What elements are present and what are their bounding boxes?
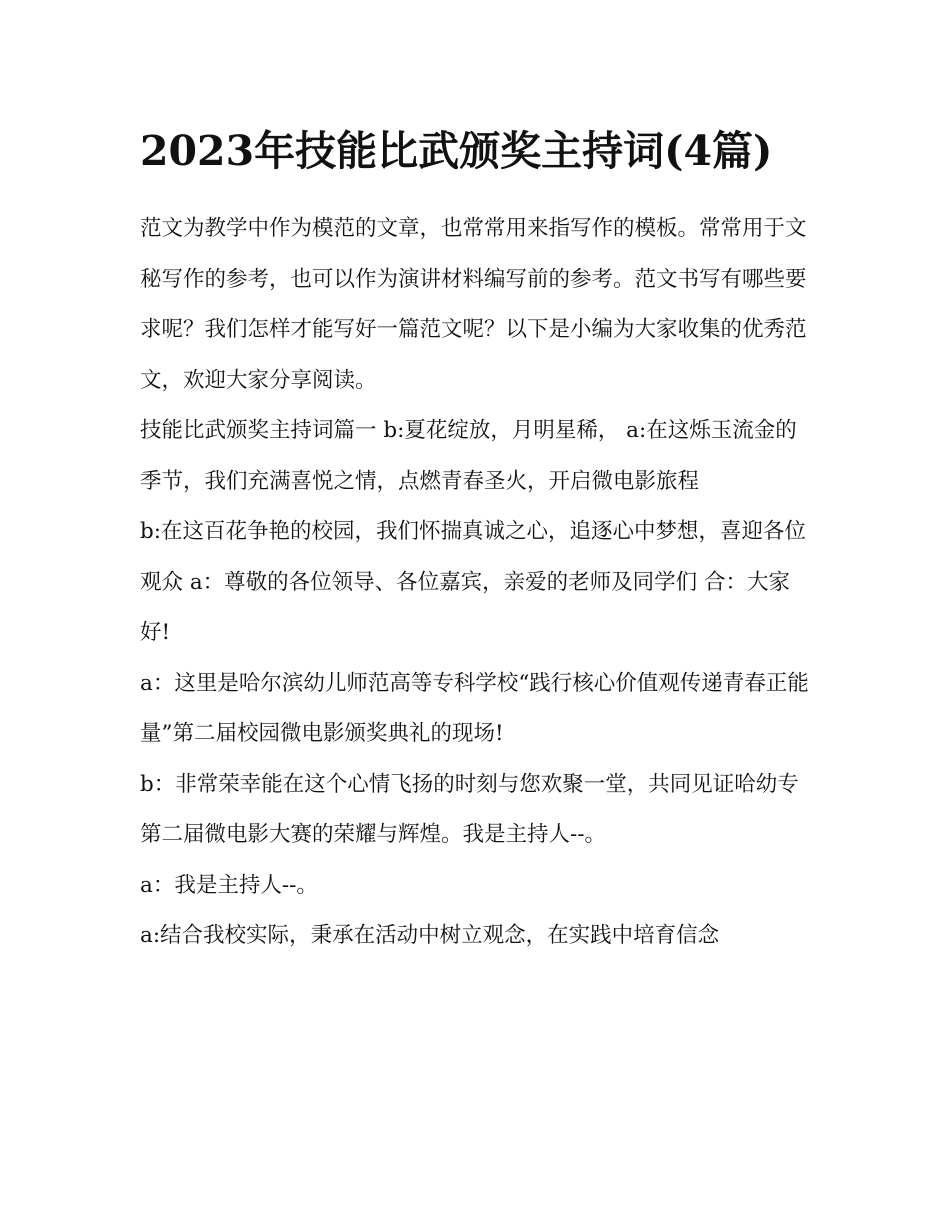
paragraph-host-a: a：我是主持人--。	[140, 872, 318, 898]
paragraph-intro: 范文为教学中作为模范的文章，也常常用来指写作的模板。常常用于文秘写作的参考，也可以作为演讲材料编写前的参考。范文书写有哪些要求呢？我们怎样才能写好一篇范文呢？以下是小编为大家收集的优秀范文，欢迎大家分享阅读。	[140, 216, 807, 393]
paragraph-venue: a：这里是哈尔滨幼儿师范高等专科学校“践行核心价值观传递青春正能量”第二届校园微电影颁奖典礼的现场!	[140, 670, 809, 746]
paragraph-greeting: b:在这百花争艳的校园，我们怀揣真诚之心，追逐心中梦想，喜迎各位观众 a：尊敬的各位领导、各位嘉宾，亲爱的老师及同学们 合：大家好!	[140, 519, 807, 645]
document-title: 2023年技能比武颁奖主持词(4篇)	[140, 127, 773, 175]
paragraph-host-b: b：非常荣幸能在这个心情飞扬的时刻与您欢聚一堂，共同见证哈幼专第二届微电影大赛的荣耀与辉煌。我是主持人--。	[140, 771, 799, 847]
document-page	[140, 120, 815, 962]
paragraph-opening: 技能比武颁奖主持词篇一 b:夏花绽放，月明星稀， a:在这烁玉流金的季节，我们充满喜悦之情，点燃青春圣火，开启微电影旅程	[140, 418, 797, 494]
document-body	[140, 204, 815, 962]
paragraph-closing: a:结合我校实际，秉承在活动中树立观念，在实践中培育信念	[140, 923, 720, 948]
